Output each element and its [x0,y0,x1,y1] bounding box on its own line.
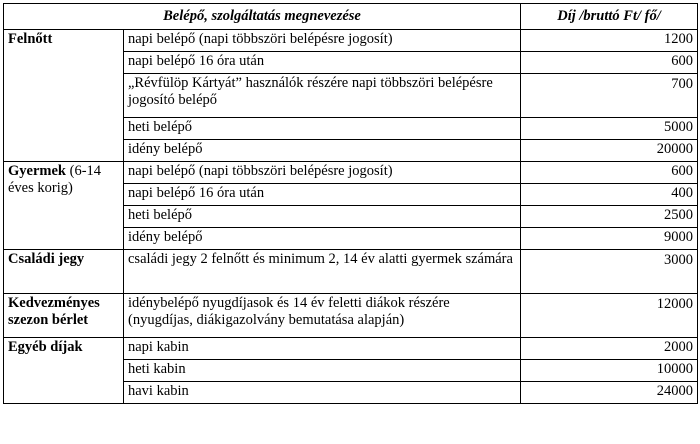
table-row [4,294,698,338]
item-price: 600 [521,52,698,74]
category-label-rest: (6-14 éves korig) [8,163,102,196]
header-price-cell: Díj /bruttó Ft/ fő/ [521,4,698,30]
header-row [4,4,698,30]
item-name: napi belépő 16 óra után [124,52,521,74]
header-name-cell: Belépő, szolgáltatás megnevezése [4,4,521,30]
item-name: heti kabin [124,360,521,382]
price-table [3,3,698,404]
item-price: 3000 [521,250,698,294]
item-price: 600 [521,162,698,184]
table-row [4,338,698,360]
item-price: 2500 [521,206,698,228]
item-price: 700 [521,74,698,118]
category-label: Kedvezményes szezon bérlet [8,295,100,328]
item-price: 1200 [521,30,698,52]
item-name: napi belépő 16 óra után [124,184,521,206]
item-price: 12000 [521,294,698,338]
table-row [4,30,698,52]
item-name: napi kabin [124,338,521,360]
item-name: napi belépő (napi többszöri belépésre jogosít) [124,30,521,52]
category-cell-gyermek [4,162,124,250]
table-row [4,162,698,184]
item-name: családi jegy 2 felnőtt és minimum 2, 14 év alatti gyermek számára [124,250,521,294]
category-label: Gyermek [8,163,66,179]
item-name: heti belépő [124,206,521,228]
item-name: napi belépő (napi többszöri belépésre jogosít) [124,162,521,184]
item-price: 20000 [521,140,698,162]
item-price: 5000 [521,118,698,140]
category-label: Egyéb díjak [8,339,83,355]
item-name: idény belépő [124,228,521,250]
category-cell-kedvezmenyes [4,294,124,338]
category-label: Családi jegy [8,251,85,267]
table-row [4,250,698,294]
item-name: „Révfülöp Kártyát” használók részére napi többszöri belépésre jogosító belépő [124,74,521,118]
item-price: 2000 [521,338,698,360]
item-price: 24000 [521,382,698,404]
item-name: havi kabin [124,382,521,404]
item-name: idénybelépő nyugdíjasok és 14 év feletti diákok részére (nyugdíjas, diákigazolvány bemutatása alapján) [124,294,521,338]
item-price: 10000 [521,360,698,382]
category-label: Felnőtt [8,31,53,47]
item-name: heti belépő [124,118,521,140]
item-price: 400 [521,184,698,206]
item-price: 9000 [521,228,698,250]
item-name: idény belépő [124,140,521,162]
category-cell-felnott [4,30,124,162]
category-cell-csaladi [4,250,124,294]
category-cell-egyeb [4,338,124,404]
